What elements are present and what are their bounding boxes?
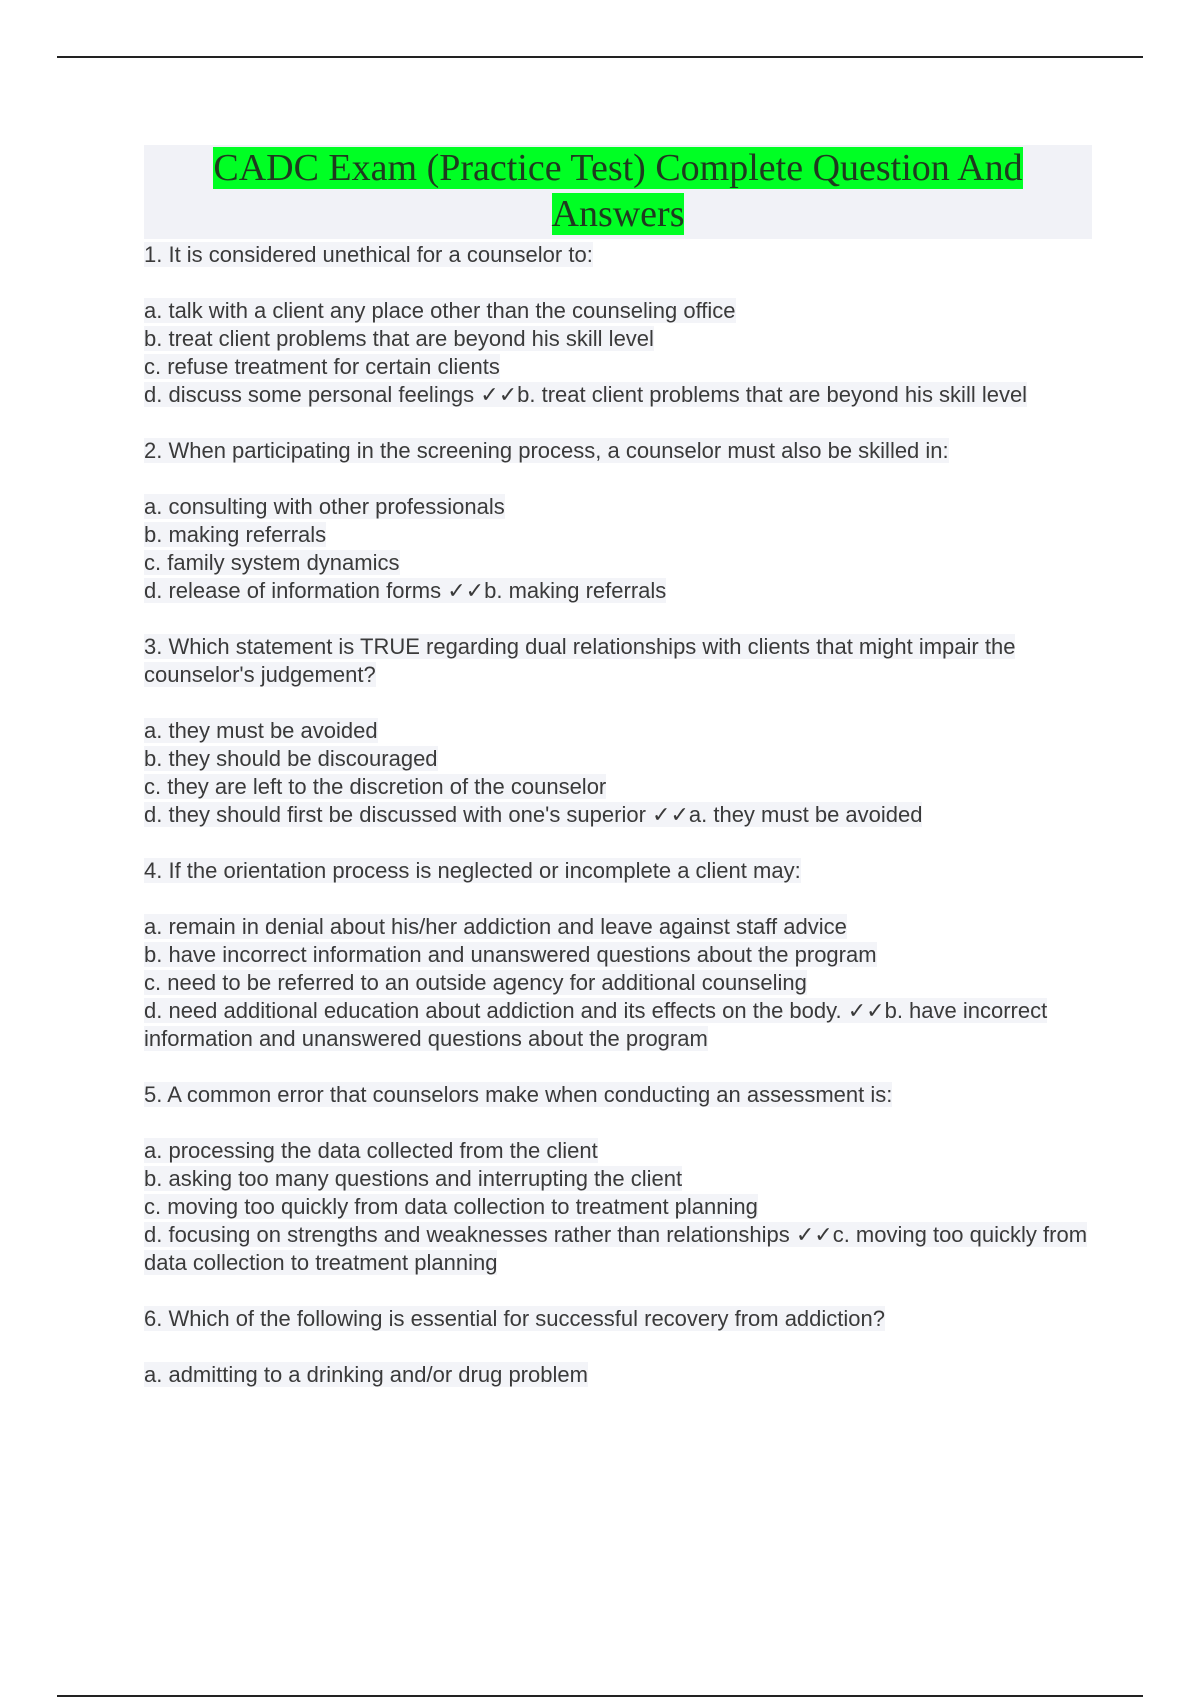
option-list (144, 913, 1092, 1053)
question-item (144, 437, 1092, 605)
option-item-answer (144, 801, 1092, 829)
top-rule (57, 56, 1143, 58)
option-text: b. they should be discouraged (144, 746, 438, 771)
option-item (144, 969, 1092, 997)
option-item (144, 773, 1092, 801)
option-list (144, 717, 1092, 829)
question-item (144, 857, 1092, 1053)
option-text: d. discuss some personal feelings ✓✓b. treat client problems that are beyond his skill level (144, 382, 1028, 407)
option-list (144, 297, 1092, 409)
question-list (144, 241, 1092, 1389)
question-item (144, 1081, 1092, 1277)
option-item-answer (144, 997, 1092, 1053)
option-text: a. admitting to a drinking and/or drug problem (144, 1362, 588, 1387)
option-text: d. need additional education about addiction and its effects on the body. ✓✓b. have incorrect information and unanswered questions about the program (144, 998, 1048, 1051)
option-text: a. processing the data collected from the client (144, 1138, 598, 1163)
option-text: c. they are left to the discretion of the counselor (144, 774, 607, 799)
question-text: 1. It is considered unethical for a counselor to: (144, 242, 593, 267)
question-text: 3. Which statement is TRUE regarding dual relationships with clients that might impair the counselor's judgement? (144, 634, 1016, 687)
option-item-answer (144, 381, 1092, 409)
option-item (144, 745, 1092, 773)
option-item (144, 1137, 1092, 1165)
option-item (144, 1361, 1092, 1389)
option-item (144, 1165, 1092, 1193)
option-item-answer (144, 1221, 1092, 1277)
option-text: c. family system dynamics (144, 550, 400, 575)
question-text: 2. When participating in the screening process, a counselor must also be skilled in: (144, 438, 949, 463)
option-list (144, 1361, 1092, 1389)
option-text: b. treat client problems that are beyond his skill level (144, 326, 654, 351)
option-text: a. remain in denial about his/her addiction and leave against staff advice (144, 914, 847, 939)
option-text: a. they must be avoided (144, 718, 378, 743)
option-item (144, 493, 1092, 521)
option-text: a. talk with a client any place other than the counseling office (144, 298, 736, 323)
question-item (144, 633, 1092, 829)
option-text: d. release of information forms ✓✓b. making referrals (144, 578, 667, 603)
option-text: d. focusing on strengths and weaknesses rather than relationships ✓✓c. moving too quickly from data collection to treatment planning (144, 1222, 1088, 1275)
question-text: 4. If the orientation process is neglected or incomplete a client may: (144, 858, 801, 883)
option-text: c. moving too quickly from data collection to treatment planning (144, 1194, 758, 1219)
option-text: b. making referrals (144, 522, 327, 547)
option-item (144, 521, 1092, 549)
option-text: b. asking too many questions and interrupting the client (144, 1166, 683, 1191)
option-item (144, 717, 1092, 745)
option-text: a. consulting with other professionals (144, 494, 505, 519)
option-item-answer (144, 577, 1092, 605)
option-item (144, 297, 1092, 325)
option-item (144, 353, 1092, 381)
page-content (144, 145, 1092, 1417)
option-item (144, 913, 1092, 941)
option-text: c. need to be referred to an outside agency for additional counseling (144, 970, 807, 995)
question-item (144, 241, 1092, 409)
option-text: c. refuse treatment for certain clients (144, 354, 500, 379)
option-text: b. have incorrect information and unanswered questions about the program (144, 942, 877, 967)
option-text: d. they should first be discussed with one's superior ✓✓a. they must be avoided (144, 802, 923, 827)
option-item (144, 941, 1092, 969)
document-title-text: CADC Exam (Practice Test) Complete Question And Answers (213, 147, 1023, 235)
question-text: 5. A common error that counselors make when conducting an assessment is: (144, 1082, 893, 1107)
question-text: 6. Which of the following is essential for successful recovery from addiction? (144, 1306, 885, 1331)
document-title (144, 145, 1092, 239)
option-item (144, 1193, 1092, 1221)
option-list (144, 493, 1092, 605)
option-item (144, 325, 1092, 353)
option-item (144, 549, 1092, 577)
bottom-rule (57, 1695, 1143, 1697)
question-item (144, 1305, 1092, 1389)
option-list (144, 1137, 1092, 1277)
